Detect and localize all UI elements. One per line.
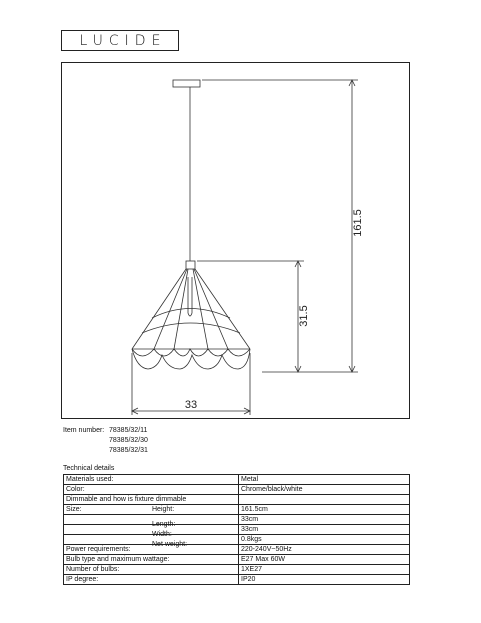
spec-row (64, 485, 410, 495)
spec-value: 33cm (239, 515, 410, 525)
spec-value: 1XE27 (239, 565, 410, 575)
spec-label-cell (64, 565, 239, 575)
ceiling-canopy (173, 80, 200, 87)
spec-row (64, 525, 410, 535)
pendant-lamp-drawing (62, 63, 411, 420)
spec-label-cell (64, 505, 239, 515)
spec-value: Chrome/black/white (239, 485, 410, 495)
spec-label: Dimmable and how is fixture dimmable (66, 496, 187, 503)
spec-row (64, 505, 410, 515)
spec-label-cell (64, 475, 239, 485)
spec-value: 161.5cm (239, 505, 410, 515)
spec-value: 0.8kgs (239, 535, 410, 545)
spec-label: Number of bulbs: (66, 566, 120, 573)
spec-sub-label: Height: (152, 506, 175, 513)
spec-row (64, 545, 410, 555)
spec-row (64, 555, 410, 565)
spec-label-cell (64, 495, 239, 505)
spec-sub-label: Length: (152, 520, 176, 528)
spec-label-cell (64, 535, 239, 548)
spec-value: 33cm (239, 525, 410, 535)
item-number: 78385/32/30 (109, 437, 148, 444)
spec-row (64, 565, 410, 575)
spec-value: E27 Max 60W (239, 555, 410, 565)
spec-row (64, 495, 410, 505)
spec-label: Size: (66, 506, 82, 513)
item-number: 78385/32/11 (109, 427, 148, 434)
spec-sub-label: Width: (152, 530, 172, 538)
spec-sub-label: Net weight: (152, 540, 188, 548)
spec-label-cell (64, 545, 239, 555)
technical-details-table (63, 474, 410, 585)
spec-label: Power requirements: (66, 546, 131, 553)
item-number-label: Item number: (63, 427, 105, 434)
spec-label: Bulb type and maximum wattage: (66, 556, 170, 563)
spec-value: Metal (239, 475, 410, 485)
dimension-shade-height (197, 261, 304, 372)
spec-row (64, 515, 410, 525)
spec-label-cell (64, 525, 239, 538)
dim-label-shade-height: 31.5 (298, 305, 310, 327)
spec-label: IP degree: (66, 576, 99, 583)
spec-label-cell (64, 515, 239, 528)
item-number: 78385/32/31 (109, 447, 148, 454)
technical-details-title: Technical details (63, 465, 115, 472)
spec-label-cell (64, 575, 239, 585)
spec-label-cell (64, 485, 239, 495)
wire-cage-shade (132, 269, 250, 369)
spec-label: Materials used: (66, 476, 114, 483)
spec-row (64, 575, 410, 585)
spec-label-cell (64, 555, 239, 565)
spec-row (64, 475, 410, 485)
spec-value: 220-240V~50Hz (239, 545, 410, 555)
technical-drawing (61, 62, 410, 419)
lamp-socket (186, 261, 195, 269)
logo-text: LUCIDE (79, 33, 167, 49)
lucide-logo (61, 30, 179, 51)
spec-label: Color: (66, 486, 85, 493)
spec-row (64, 535, 410, 545)
dim-label-width: 33 (184, 399, 198, 411)
spec-value: IP20 (239, 575, 410, 585)
spec-value (239, 495, 410, 505)
dim-label-total-height: 161.5 (352, 209, 364, 237)
